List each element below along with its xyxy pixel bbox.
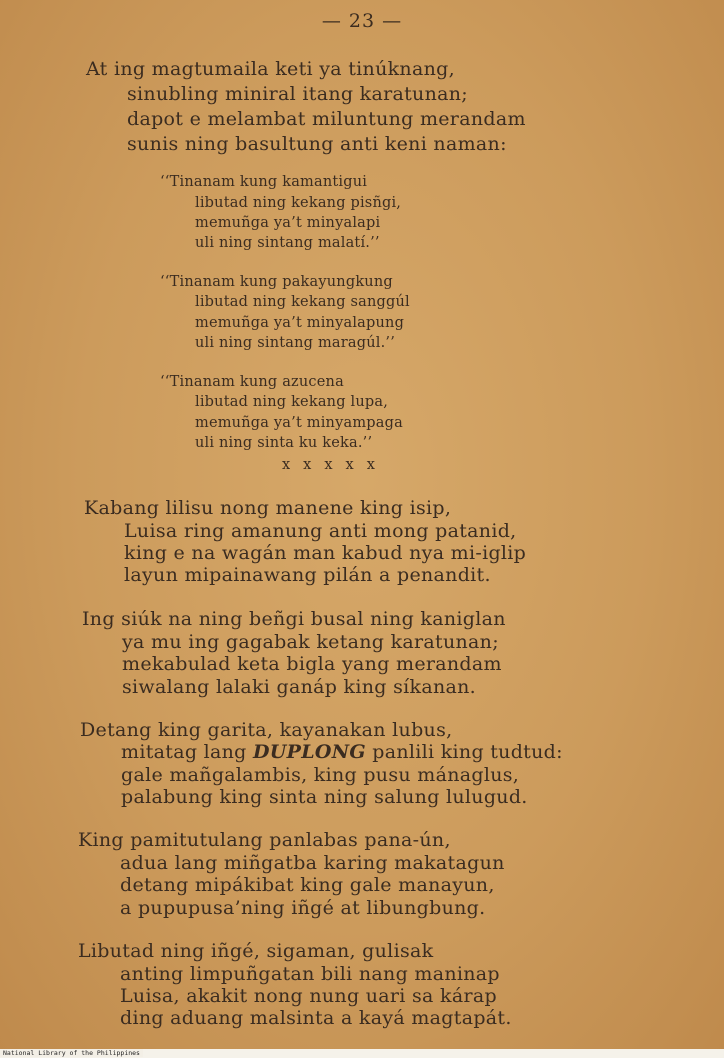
stanza5-line3: detang mipákibat king gale manayun,	[120, 874, 495, 896]
stanza4-line2-post: panlili king tudtud:	[365, 741, 563, 763]
stanza2-line1: Kabang lilisu nong manene king isip,	[84, 497, 452, 519]
stanza2-line2: Luisa ring amanung anti mong patanid,	[124, 520, 517, 542]
song2-line4: uli ning sintang maragúl.’’	[195, 335, 396, 351]
stanza2-line3: king e na wagán man kabud nya mi-iglip	[124, 542, 527, 564]
stanza5-line1: King pamitutulang panlabas pana-ún,	[78, 829, 451, 851]
song3-line3: memuñga ya’t minyampaga	[195, 415, 403, 431]
song3-line4: uli ning sinta ku keka.’’	[195, 435, 373, 451]
song1-line3: memuñga ya’t minyalapi	[195, 215, 381, 231]
song1-line1: ‘‘Tinanam kung kamantigui	[160, 174, 368, 190]
stanza2-line4: layun mipainawang pilán a penandit.	[124, 564, 491, 586]
stanza1-line4: sunis ning basultung anti keni naman:	[127, 133, 507, 155]
separator: x x x x x	[282, 457, 376, 473]
song2-line1: ‘‘Tinanam kung pakayungkung	[160, 274, 393, 290]
stanza1-line1: At ing magtumaila keti ya tinúknang,	[86, 58, 455, 80]
stanza3-line2: ya mu ing gagabak ketang karatunan;	[122, 631, 499, 653]
song3-line1: ‘‘Tinanam kung azucena	[160, 374, 344, 390]
stanza4-line2	[121, 741, 563, 763]
stanza1-line2: sinubling miniral itang karatunan;	[127, 83, 468, 105]
duplong-emphasis: DUPLONG	[252, 741, 366, 763]
song1-line2: libutad ning kekang pisñgi,	[195, 195, 402, 211]
stanza4-line4: palabung king sinta ning salung lulugud.	[121, 786, 528, 808]
stanza4-line2-pre: mitatag lang	[121, 741, 253, 763]
song3-line2: libutad ning kekang lupa,	[195, 394, 389, 410]
stanza3-line3: mekabulad keta bigla yang merandam	[122, 653, 502, 675]
stanza6-line2: anting limpuñgatan bili nang maninap	[120, 963, 500, 985]
stanza4-line3: gale mañgalambis, king pusu mánaglus,	[121, 764, 520, 786]
stanza3-line1: Ing siúk na ning beñgi busal ning kaniglan	[82, 608, 506, 630]
stanza6-line4: ding aduang malsinta a kayá magtapát.	[120, 1007, 512, 1029]
song2-line3: memuñga ya’t minyalapung	[195, 315, 405, 331]
stanza1-line3: dapot e melambat miluntung merandam	[127, 108, 526, 130]
stanza5-line4: a pupupusa’ning iñgé at libungbung.	[120, 897, 486, 919]
stanza4-line1: Detang king garita, kayanakan lubus,	[80, 719, 453, 741]
song1-line4: uli ning sintang malatí.’’	[195, 235, 380, 251]
stanza6-line1: Libutad ning iñgé, sigaman, gulisak	[78, 940, 434, 962]
page-number: — 23 —	[321, 10, 403, 32]
song2-line2: libutad ning kekang sanggúl	[195, 294, 410, 310]
stanza3-line4: siwalang lalaki ganáp king síkanan.	[122, 676, 476, 698]
library-credit: National Library of the Philippines	[0, 1049, 143, 1057]
stanza5-line2: adua lang miñgatba karing makatagun	[120, 852, 505, 874]
stanza6-line3: Luisa, akakit nong nung uari sa kárap	[120, 985, 497, 1007]
